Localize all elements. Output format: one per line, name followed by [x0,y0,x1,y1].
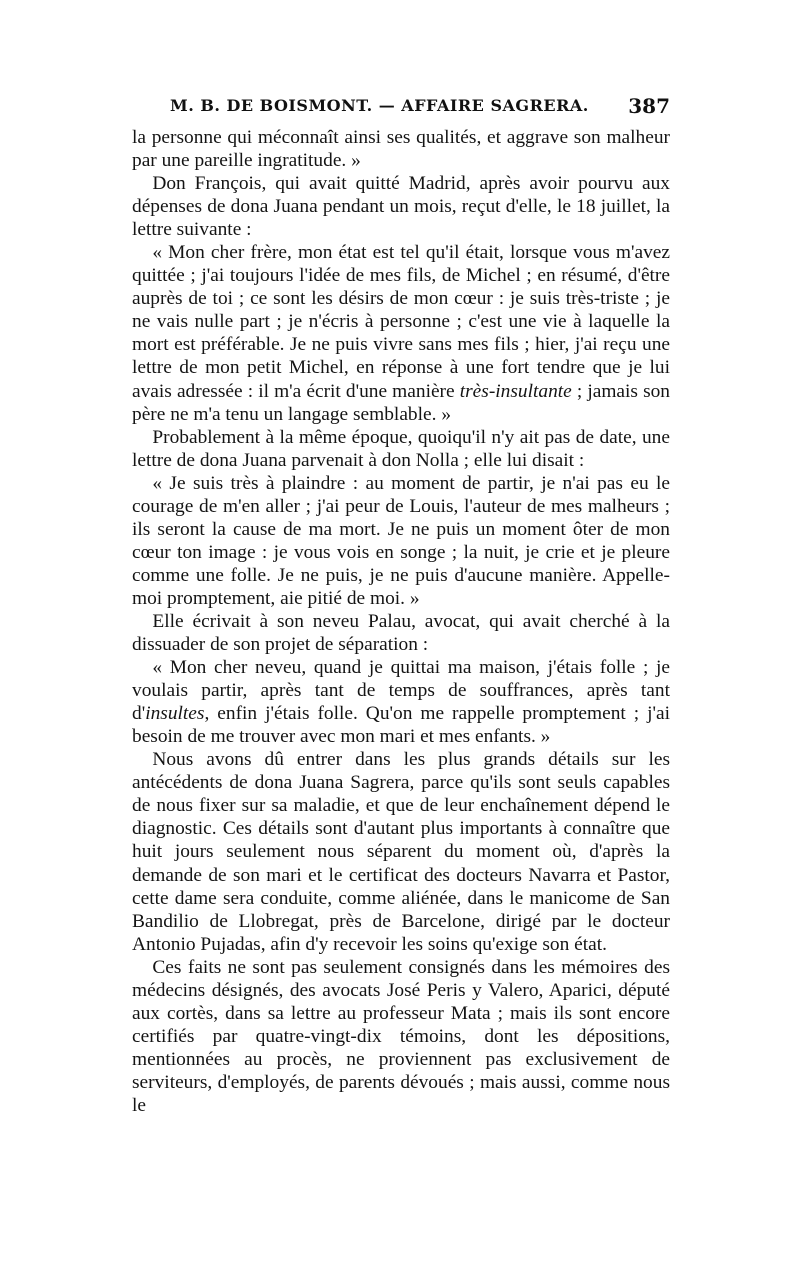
paragraph-p5 [132,472,670,610]
text-run: Elle écrivait à son neveu Palau, avocat, qui avait cherché à la dissuader de son projet de séparation : [132,610,670,656]
paragraph-p8 [132,748,670,955]
paragraph-p3 [132,241,670,425]
italic-phrase: insultes [145,703,205,725]
paragraph-p6 [132,610,670,656]
italic-phrase: très-insultante [459,380,572,402]
text-run: « Je suis très à plaindre : au moment de partir, je n'ai pas eu le courage de m'en aller ; j'ai peur de Louis, l'auteur de mes malheurs ; ils seront la cause de ma mort. Je ne puis un moment ôter de mon cœur ton image : je vous vois en songe ; la nuit, je crie et je pleure comme une folle. Je ne puis, je ne puis d'aucune manière. Appelle-moi promptement, aie pitié de moi. » [132,472,670,609]
text-run: « Mon cher neveu, quand je quittai ma maison, j'étais folle ; je voulais partir, après tant de temps de souffrances, après tant d' [132,657,670,725]
text-run: ; jamais son père ne m'a tenu un langage semblable. » [132,380,671,425]
text-run: Ces faits ne sont pas seulement consignés dans les mémoires des médecins désignés, des avocats José Peris y Valero, Aparici, député aux cortès, dans sa lettre au professeur Mata ; mais ils sont encore certifiés par quatre-vingt-dix témoins, dont les dépositions, mentionnées au procès, ne proviennent pas exclusivement de serviteurs, d'employés, de parents dévoués ; mais aussi, comme nous le [132,956,670,1116]
body-text [132,126,670,1117]
paragraph-p1 [132,126,670,172]
page-header [130,94,670,124]
text-run: « Mon cher frère, mon état est tel qu'il était, lorsque vous m'avez quittée ; j'ai toujours l'idée de mes fils, de Michel ; en résumé, d'être auprès de toi ; ce sont les désirs de mon cœur : je suis très-triste ; je ne vais nulle part ; je n'écris à personne ; c'est une vie à laquelle la mort est préférable. Je ne puis vivre sans mes fils ; hier, j'ai reçu une lettre de mon petit Michel, en réponse à une fort tendre que je lui avais adressée : il m'a écrit d'une manière [132,242,670,402]
text-run: Nous avons dû entrer dans les plus grands détails sur les antécédents de dona Juana Sagrera, parce qu'ils sont seuls capables de nous fixer sur sa maladie, et que de leur enchaînement dépend le diagnostic. Ces détails sont d'autant plus importants à connaître que huit jours seulement nous séparent du moment où, d'après la demande de son mari et le certificat des docteurs Navarra et Pastor, cette dame sera conduite, comme aliénée, dans le manicome de San Bandilio de Llobregat, près de Barcelone, dirigé par le docteur Antonio Pujadas, afin d'y recevoir les soins qu'exige son état. [132,749,670,955]
paragraph-p4 [132,426,670,472]
text-run: , enfin j'étais folle. Qu'on me rappelle promptement ; j'ai besoin de me trouver avec mon mari et mes enfants. » [132,703,670,748]
page-number: 387 [628,94,670,118]
paragraph-p2 [132,172,670,241]
running-head: M. B. DE BOISMONT. — AFFAIRE SAGRERA. [170,96,589,115]
text-run: la personne qui méconnaît ainsi ses qualités, et aggrave son malheur par une pareille ingratitude. » [132,127,670,172]
paragraph-p7 [132,656,670,748]
paragraph-p9 [132,956,670,1117]
text-run: Probablement à la même époque, quoiqu'il n'y ait pas de date, une lettre de dona Juana parvenait à don Nolla ; elle lui disait : [132,426,670,471]
text-run: Don François, qui avait quitté Madrid, après avoir pourvu aux dépenses de dona Juana pendant un mois, reçut d'elle, le 18 juillet, la lettre suivante : [132,173,670,241]
